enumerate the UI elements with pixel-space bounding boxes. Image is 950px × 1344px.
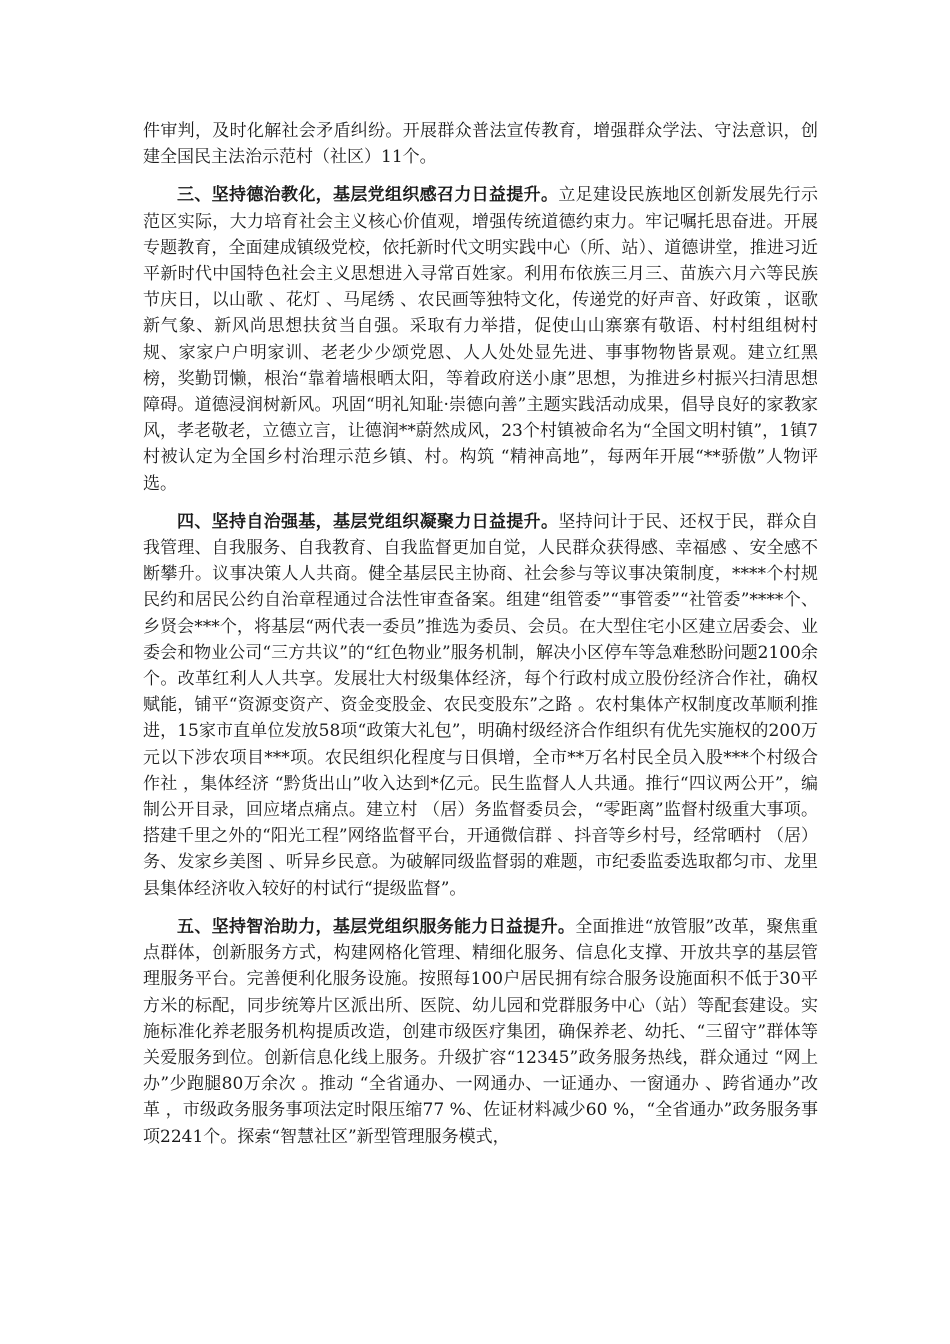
paragraph-continuation: [143, 118, 818, 170]
document-page: [143, 118, 818, 1162]
paragraph-body: 立足建设民族地区创新发展先行示范区实际，大力培育社会主义核心价值观，增强传统道德约束力。牢记嘱托思奋进。开展专题教育，全面建成镇级党校，依托新时代文明实践中心（所、站）、道德讲堂，推进习近平新时代中国特色社会主义思想进入寻常百姓家。利用布依族三月三、苗族六月六等民族节庆日，以山歌 、花灯 、马尾绣 、农民画等独特文化，传递党的好声音、好政策 ，讴歌新气象、新风尚思想扶贫当自强。采取有力举措，促使山山寨寨有敬语、村村组组树村规、家家户户明家训、老老少少颂党恩、人人处处显先进、事事物物皆景观。建立红黑榜，奖勤罚懒，根治“靠着墙根晒太阳，等着政府送小康”思想，为推进乡村振兴扫清思想障碍。道德浸润树新风。巩固“明礼知耻·崇德向善”主题实践活动成果，倡导良好的家教家风，孝老敬老，立德立言，让德润**蔚然成风，23个村镇被命名为“全国文明村镇”，1镇7村被认定为全国乡村治理示范乡镇、村。构筑 “精神高地”，每两年开展“**骄傲”人物评选。: [143, 185, 819, 494]
paragraph-section-3: [143, 182, 818, 496]
section-heading: 三、坚持德治教化，基层党组织感召力日益提升。: [177, 185, 559, 206]
section-heading: 四、坚持自治强基，基层党组织凝聚力日益提升。: [177, 511, 559, 532]
paragraph-body: 全面推进“放管服”改革，聚焦重点群体，创新服务方式，构建网格化管理、精细化服务、信息化支撑、开放共享的基层管理服务平台。完善便利化服务设施。按照每100户居民拥有综合服务设施面积不低于30平方米的标配，同步统筹片区派出所、医院、幼儿园和党群服务中心（站）等配套建设。实施标准化养老服务机构提质改造，创建市级医疗集团，确保养老、幼托、“三留守”群体等关爱服务到位。创新信息化线上服务。升级扩容“12345”政务服务热线，群众通过 “网上办”少跑腿80万余次 。推动 “全省通办、一网通办、一证通办、一窗通办 、跨省通办”改革 ，市级政务服务事项法定时限压缩77 %、佐证材料减少60 %，“全省通办”政务服务事项2241个。探索“智慧社区”新型管理服务模式，: [143, 916, 818, 1147]
paragraph-body: 坚持问计于民、还权于民，群众自我管理、自我服务、自我教育、自我监督更加自觉，人民群众获得感、幸福感 、安全感不断攀升。议事决策人人共商。健全基层民主协商、社会参与等议事决策制度，****个村规民约和居民公约自治章程通过合法性审查备案。组建“组管委”“事管委”“社管委”****个、乡贤会***个，将基层“两代表一委员”推选为委员、会员。在大型住宅小区建立居委会、业委会和物业公司“三方共议”的“红色物业”服务机制，解决小区停车等急难愁盼问题2100余个。改革红利人人共享。发展壮大村级集体经济，每个行政村成立股份经济合作社，确权赋能，铺平“资源变资产、资金变股金、农民变股东”之路 。农村集体产权制度改革顺利推进，15家市直单位发放58项“政策大礼包”，明确村级经济合作组织有优先实施权的200万元以下涉农项目***项。农民组织化程度与日俱增，全市**万名村民全员入股***个村级合作社 ，集体经济 “黔货出山”收入达到*亿元。民生监督人人共通。推行“四议两公开”，编制公开目录，回应堵点痛点。建立村 （居）务监督委员会，“零距离”监督村级重大事项。搭建千里之外的“阳光工程”网络监督平台，开通微信群 、抖音等乡村号，经常晒村 （居）务、发家乡美图 、听异乡民意。为破解同级监督弱的难题，市纪委监委选取都匀市、龙里县集体经济收入较好的村试行“提级监督”。: [143, 511, 819, 899]
paragraph-section-4: [143, 509, 818, 902]
paragraph-body: 件审判，及时化解社会矛盾纠纷。开展群众普法宣传教育，增强群众学法、守法意识，创建全国民主法治示范村（社区）11个。: [143, 121, 818, 168]
paragraph-section-5: [143, 914, 818, 1150]
section-heading: 五、坚持智治助力，基层党组织服务能力日益提升。: [177, 916, 576, 937]
